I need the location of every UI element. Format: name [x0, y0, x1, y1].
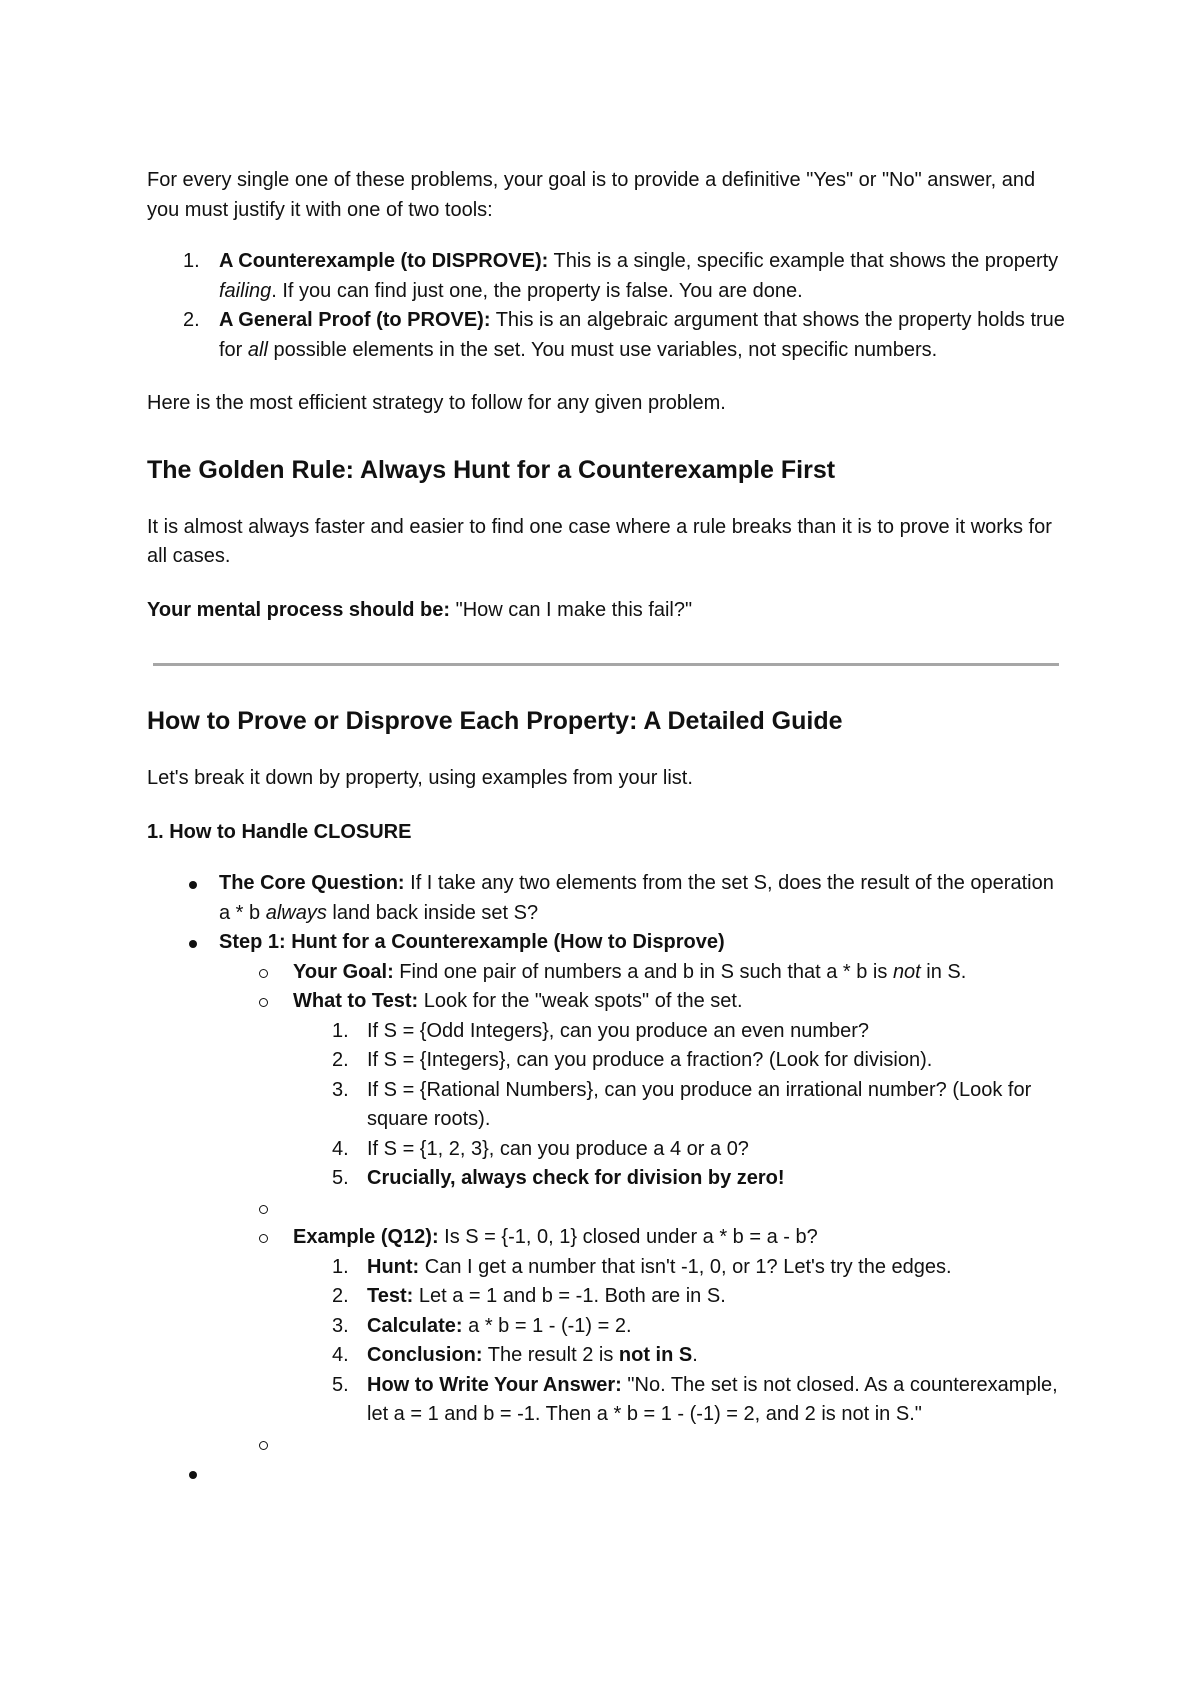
your-goal-emphasis: not	[892, 960, 921, 983]
tool-text: possible elements in the set. You must use variables, not specific numbers.	[267, 338, 938, 361]
test-item	[147, 1135, 1067, 1165]
your-goal-text: Find one pair of numbers a and b in S such that a * b is	[393, 960, 893, 983]
guide-intro: Let's break it down by property, using examples from your list.	[147, 767, 693, 789]
step1-heading: Step 1: Hunt for a Counterexample (How to Disprove)	[219, 931, 725, 953]
core-question-emphasis: always	[265, 901, 327, 924]
subitem-what-to-test	[147, 987, 1067, 1194]
golden-rule-heading: The Golden Rule: Always Hunt for a Counterexample First	[147, 455, 836, 484]
core-question-label: The Core Question:	[219, 872, 405, 894]
step1-sublist	[219, 958, 1067, 1460]
subitem-your-goal	[147, 958, 1067, 988]
document-body	[147, 166, 1067, 1489]
example-text: Is S = {-1, 0, 1} closed under a * b = a - b?	[438, 1226, 818, 1248]
tests-list	[293, 1017, 1067, 1194]
golden-rule-body: It is almost always faster and easier to find one case where a rule breaks than it is to prove it works for all cases.	[147, 515, 1052, 567]
tools-list	[147, 247, 1067, 365]
example-step	[147, 1253, 1067, 1283]
list-number: 3.	[332, 1314, 349, 1337]
step-label: Test:	[367, 1285, 414, 1307]
step-text: a * b = 1 - (-1) = 2.	[462, 1314, 632, 1337]
tool-text: This is an algebraic argument that shows the property holds true for	[219, 309, 1065, 361]
example-step	[147, 1312, 1067, 1342]
bullet-circle-icon	[259, 1234, 268, 1243]
closure-list	[147, 869, 1067, 1489]
tool-text: This is a single, specific example that shows the property	[548, 250, 1059, 272]
your-goal-label: Your Goal:	[293, 960, 394, 983]
tool-title: A General Proof (to PROVE):	[219, 309, 491, 331]
subitem-empty	[147, 1194, 1067, 1224]
subitem-empty	[147, 1430, 1067, 1460]
test-text: If S = {Rational Numbers}, can you produce an irrational number? (Look for square roots).	[367, 1078, 1032, 1130]
bullet-dot-icon	[189, 940, 197, 948]
step-text: Let a = 1 and b = -1. Both are in S.	[413, 1285, 726, 1307]
bullet-item-empty	[147, 1459, 1067, 1489]
list-number: 5.	[332, 1167, 349, 1189]
list-number: 1.	[183, 250, 200, 272]
closure-heading: 1. How to Handle CLOSURE	[147, 820, 412, 843]
mental-process-label: Your mental process should be:	[147, 598, 451, 621]
list-number: 2.	[332, 1285, 349, 1307]
example-label: Example (Q12):	[293, 1226, 439, 1248]
list-number: 2.	[183, 309, 200, 331]
intro-paragraph: For every single one of these problems, your goal is to provide a definitive "Yes" or "No" answer, and you must justify it with one of two tools:	[147, 169, 1036, 221]
mental-process-text: "How can I make this fail?"	[450, 598, 693, 621]
guide-heading: How to Prove or Disprove Each Property: A Detailed Guide	[147, 707, 843, 735]
example-step	[147, 1282, 1067, 1312]
list-number: 4.	[332, 1137, 349, 1160]
step-label: How to Write Your Answer:	[367, 1373, 622, 1396]
list-number: 2.	[332, 1049, 349, 1071]
test-item	[147, 1046, 1067, 1076]
list-number: 1.	[332, 1019, 349, 1042]
step-text: The result 2 is	[482, 1344, 619, 1366]
test-item	[147, 1076, 1067, 1135]
test-text: If S = {Odd Integers}, can you produce an even number?	[367, 1019, 870, 1042]
example-step-conclusion	[147, 1341, 1067, 1371]
bullet-dot-icon	[189, 1471, 197, 1479]
step-text-bold: not in S	[618, 1344, 693, 1366]
bullet-circle-icon	[259, 998, 268, 1007]
step-label: Conclusion:	[367, 1344, 483, 1366]
subitem-example	[147, 1223, 1067, 1430]
tool-item-counterexample	[147, 247, 1067, 306]
tool-text: . If you can find just one, the property is false. You are done.	[271, 279, 803, 302]
step-text: Can I get a number that isn't -1, 0, or 1? Let's try the edges.	[419, 1255, 952, 1278]
what-to-test-label: What to Test:	[293, 990, 419, 1012]
bullet-circle-icon	[259, 1441, 268, 1450]
core-question-text: If I take any two elements from the set S, does the result of the operation a * b	[219, 872, 1054, 924]
step-text: .	[692, 1344, 698, 1366]
bullet-item-core-question	[147, 869, 1067, 928]
test-text-bold: Crucially, always check for division by zero!	[367, 1167, 785, 1189]
example-step-write-answer	[147, 1371, 1067, 1430]
horizontal-divider	[153, 663, 1059, 666]
core-question-text: land back inside set S?	[326, 901, 539, 924]
test-text: If S = {Integers}, can you produce a fraction? (Look for division).	[367, 1049, 933, 1071]
step-label: Hunt:	[367, 1255, 420, 1278]
tool-title: A Counterexample (to DISPROVE):	[219, 250, 549, 272]
bullet-circle-icon	[259, 969, 268, 978]
tool-item-proof	[147, 306, 1067, 365]
what-to-test-text: Look for the "weak spots" of the set.	[418, 990, 743, 1012]
tool-emphasis: failing	[219, 279, 272, 302]
bullet-item-step1	[147, 928, 1067, 1459]
bullet-dot-icon	[189, 881, 197, 889]
your-goal-text: in S.	[920, 960, 967, 983]
strategy-paragraph: Here is the most efficient strategy to follow for any given problem.	[147, 392, 726, 414]
step-text: "No. The set is not closed. As a counterexample, let a = 1 and b = -1. Then a * b = 1 - (-1) = 2, and 2 is not in S."	[367, 1373, 1058, 1425]
list-number: 3.	[332, 1078, 349, 1101]
test-text: If S = {1, 2, 3}, can you produce a 4 or a 0?	[367, 1137, 749, 1160]
mental-process-paragraph	[147, 596, 1067, 626]
step-label: Calculate:	[367, 1314, 463, 1337]
list-number: 4.	[332, 1344, 349, 1366]
list-number: 1.	[332, 1255, 349, 1278]
test-item	[147, 1164, 1067, 1194]
list-number: 5.	[332, 1373, 349, 1396]
example-steps-list	[293, 1253, 1067, 1430]
tool-emphasis: all	[247, 338, 268, 361]
bullet-circle-icon	[259, 1205, 268, 1214]
test-item	[147, 1017, 1067, 1047]
